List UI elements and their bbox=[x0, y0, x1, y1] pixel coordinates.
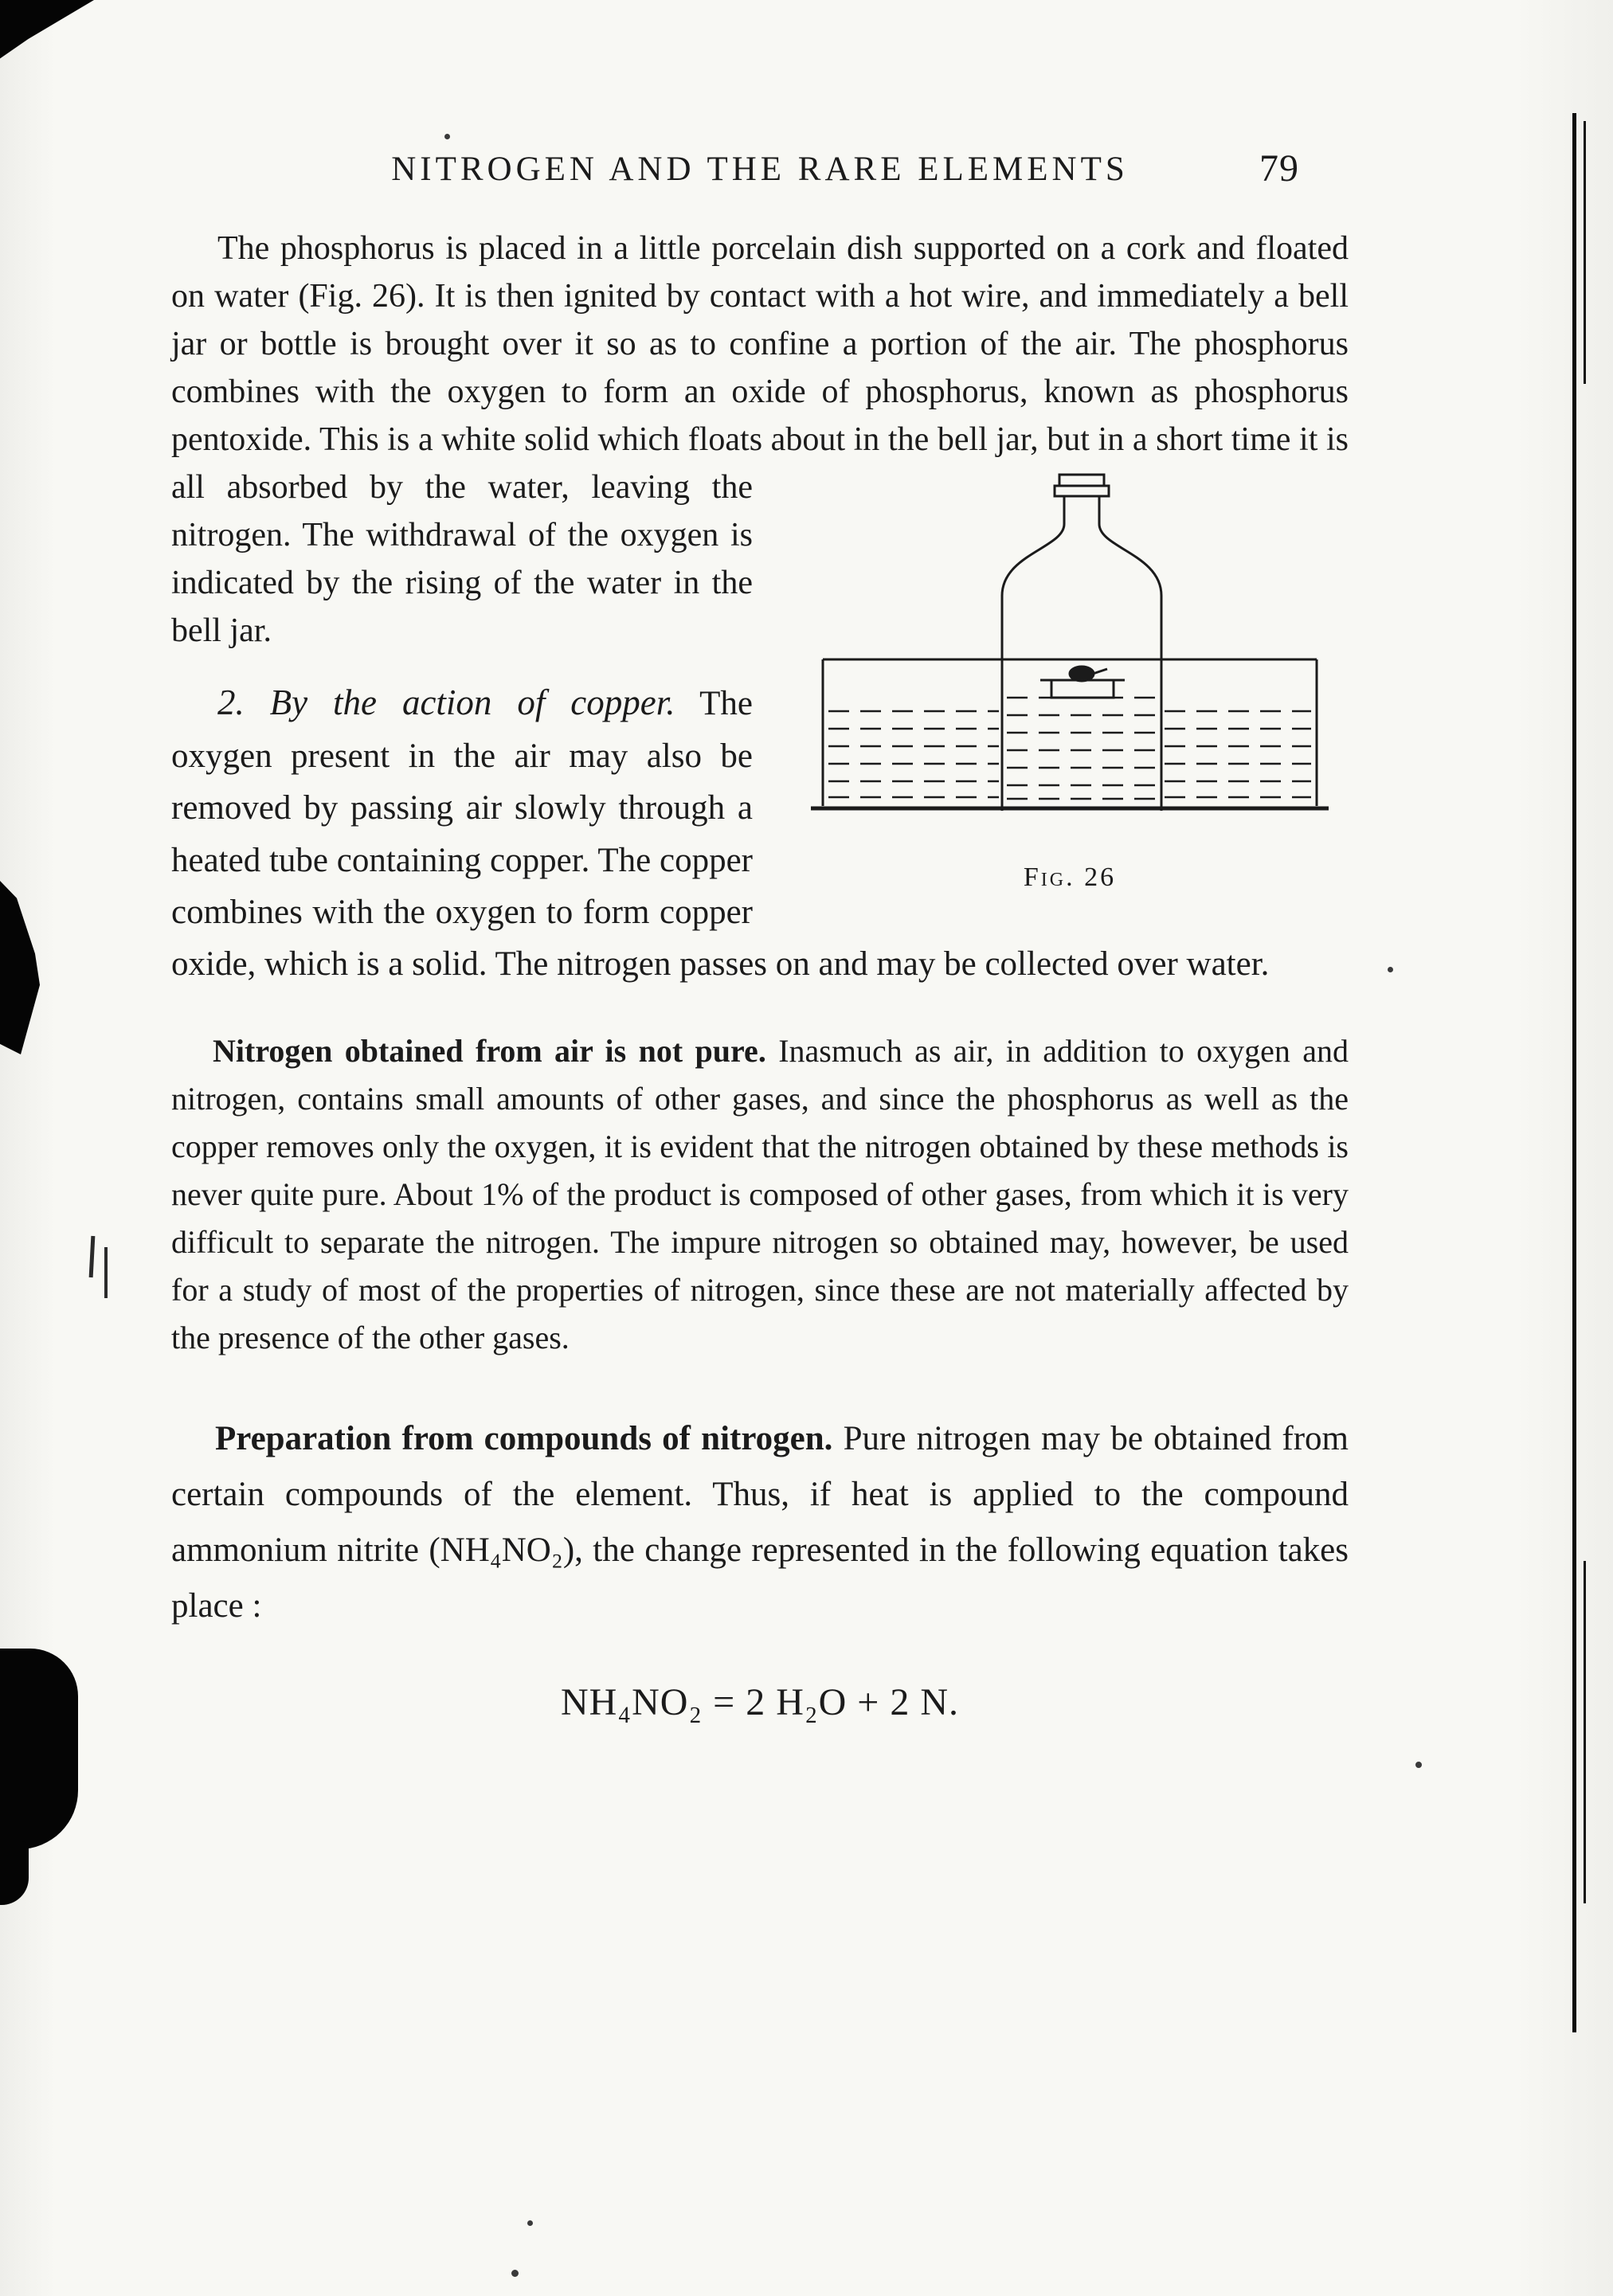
figure-26 bbox=[791, 468, 1349, 898]
scan-speckle bbox=[511, 2270, 519, 2277]
equation-block bbox=[171, 1680, 1349, 1724]
page-number: 79 bbox=[1259, 147, 1299, 190]
scan-speckle bbox=[1415, 1762, 1422, 1768]
running-head-title: NITROGEN AND THE RARE ELEMENTS bbox=[391, 151, 1129, 188]
paragraph-text: The phosphorus is placed in a little porcelain dish supported on a cork and floated on water (Fig. 26). It is then ignited by contact with a hot wire, and immediately a bell jar or bottle is brought over it so as to confine a portion of the air. The phosphorus combines with the oxygen to form an oxide of phosphorus, known as phosphorus pentoxide. This is a white solid which floats about in the bbox=[171, 230, 1349, 459]
paragraph-text: bell jar, but in a short time it is all absorbed by the water, leaving the nitrogen. The withdrawal of the oxygen is indicated by the rising of the water in the bell jar. bbox=[171, 421, 1349, 650]
figure-26-illustration bbox=[811, 468, 1329, 843]
section-lead-bold: Nitrogen obtained from air is not pure. bbox=[213, 1032, 766, 1069]
scan-ink-blob bbox=[0, 1841, 29, 1905]
porcelain-dish bbox=[1040, 667, 1125, 698]
scan-corner-artifact bbox=[0, 0, 94, 81]
section-lead-italic: 2. By the action of copper. bbox=[217, 683, 675, 723]
scan-speckle bbox=[527, 2220, 533, 2226]
scan-ink-blob bbox=[0, 881, 40, 1054]
paragraph-text: Pure nitrogen may be obtained from certain compounds of the element. Thus, if heat is applied to the compound ammonium nitrite (NH₄NO₂), the change represented in the following equation takes place : bbox=[171, 1419, 1349, 1625]
water bbox=[828, 698, 1311, 799]
scan-edge-line bbox=[1584, 121, 1586, 384]
scan-speckle bbox=[444, 134, 450, 139]
scan-speckle bbox=[1388, 967, 1393, 972]
scan-ink-blob bbox=[0, 1649, 78, 1849]
paragraph-text: The oxygen present in the air may also be removed by passing air slowly through a heated tube containing copper. The copper combines with the oxygen to form copper oxide, which is a solid. The nitrogen passes on and may be collected over water. bbox=[171, 685, 1270, 984]
page-header bbox=[171, 147, 1349, 190]
section-lead-bold: Preparation from compounds of nitrogen. bbox=[215, 1419, 833, 1457]
bell-jar bbox=[1002, 475, 1161, 811]
page-body bbox=[171, 225, 1349, 1724]
scan-pen-mark bbox=[104, 1247, 108, 1298]
paragraph-preparation bbox=[171, 1411, 1349, 1634]
paragraph-nitrogen-not-pure bbox=[171, 1027, 1349, 1362]
scan-edge-line bbox=[1572, 113, 1576, 2032]
paragraph-text: Inasmuch as air, in addition to oxygen and nitrogen, contains small amounts of other gases, and since the phosphorus as well as the copper removes only the oxygen, it is evident that the nitrogen obtained by these methods is never quite pure. About 1% of the product is composed of other gases, from which it is very difficult to separate the nitrogen. The impure nitrogen so obtained may, however, be used for a study of most of the properties of nitrogen, since these are not materially affected by the presence of the other gases. bbox=[171, 1032, 1349, 1355]
scan-pen-mark bbox=[89, 1236, 96, 1277]
chemical-equation: NH₄NO₂ = 2 H₂O + 2 N. bbox=[561, 1680, 959, 1723]
scan-edge-line bbox=[1584, 1561, 1586, 1903]
figure-caption: Fig. 26 bbox=[1023, 862, 1117, 893]
